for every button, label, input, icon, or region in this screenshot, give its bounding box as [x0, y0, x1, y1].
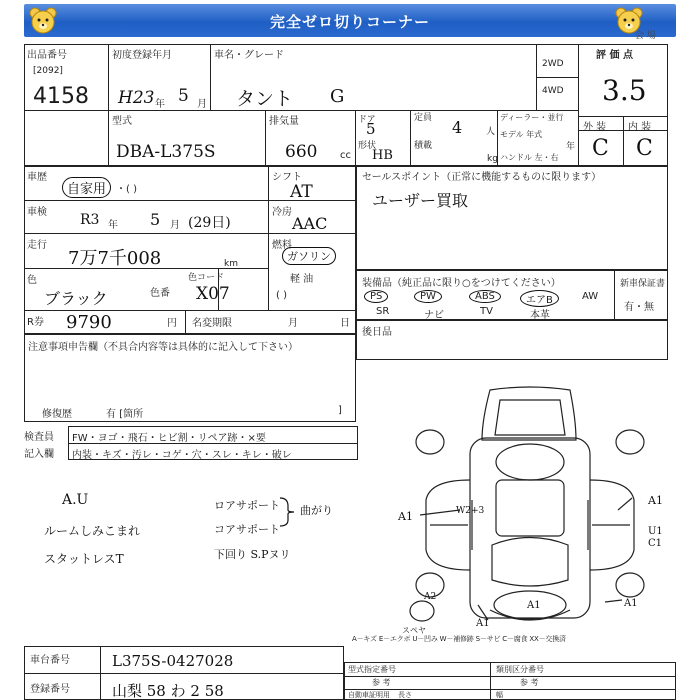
score-label: 評 価 点 [596, 50, 633, 61]
inspection-month: 5 [150, 210, 161, 229]
capacity-unit: 人 [486, 127, 496, 137]
damage-mark-w2: W2+3 [456, 506, 485, 516]
aircon-value: AAC [292, 214, 328, 233]
exterior-label: 外 装 [583, 122, 607, 133]
repair-history-close: ] [338, 405, 342, 416]
fuel-circled: ガソリン [282, 247, 336, 265]
door-label: ドア [358, 115, 376, 125]
drive-2wd: 2WD [542, 59, 564, 69]
equipment-airbag: エアB [520, 290, 559, 307]
equipment-pw: PW [414, 290, 442, 303]
damage-mark-u1: U1 [648, 526, 663, 537]
aircon-label: 冷房 [272, 207, 292, 218]
year-unit: 年 [155, 99, 165, 110]
load-unit: kg [487, 154, 498, 164]
model-value: DBA-L375S [116, 142, 216, 162]
damage-mark-a1-corner: A1 [624, 598, 638, 609]
registration-month: 5 [178, 86, 189, 106]
interior-label: 内 装 [628, 122, 652, 133]
reference-label-1: 参 考 [372, 678, 391, 687]
equipment-leather: 本革 [530, 310, 550, 321]
history-label: 車歴 [27, 172, 47, 183]
first-registration-label: 初度登録年月 [112, 50, 172, 61]
length-label: 長さ [398, 691, 412, 699]
inspection-label: 車検 [27, 207, 47, 218]
equipment-aw: AW [582, 291, 599, 302]
mileage-unit: km [224, 259, 238, 269]
damage-mark-a2: A2 [424, 592, 437, 602]
name-change-label: 名変期限 [192, 318, 232, 329]
spare-tire-label: スペヤ [402, 626, 426, 635]
history-other: ・( ) [116, 184, 137, 195]
capacity-label: 定員 [414, 113, 433, 123]
notes-label: 注意事項申告欄（不具合内容等は具体的に記入して下さい） [28, 342, 298, 353]
equipment-tv: TV [480, 306, 493, 317]
fuel-paren: ( ) [276, 290, 287, 301]
note-right-3: コアサポート [214, 523, 280, 536]
door-value: 5 [366, 120, 376, 138]
shift-value: AT [290, 182, 313, 202]
inspector-row-2: 内装・キズ・汚レ・コゲ・穴・スレ・キレ・破レ [72, 450, 292, 461]
damage-mark-a1-rear: A1 [527, 600, 541, 611]
inspector-row-1: FW・ヨゴ・飛石・ヒビ割・リペア跡・×要 [72, 433, 266, 444]
shape-value: HB [372, 148, 393, 163]
warranty-value: 有・無 [624, 302, 654, 313]
reference-label-2: 参 考 [520, 678, 539, 687]
brace-mark-icon [278, 494, 298, 530]
model-year-label: モデル 年式 [500, 130, 543, 139]
damage-mark-c1: C1 [648, 538, 663, 549]
damage-mark-a1-bottom: A1 [476, 618, 490, 629]
car-name-label: 車名・グレード [214, 50, 284, 61]
repair-history-value: 有 [箇所 [106, 409, 144, 420]
after-items-block [356, 320, 668, 360]
load-label: 積載 [414, 141, 433, 151]
note-right-4: 下回り S.Pヌリ [214, 548, 291, 561]
certificate-label: 自動車証明用 [348, 691, 390, 699]
note-left-1: A.U [62, 492, 89, 508]
warranty-label: 新車保証書 [620, 279, 666, 289]
plate-value: 山梨 58 わ 2 58 [112, 682, 224, 700]
color-value: ブラック [44, 289, 108, 308]
equipment-abs: ABS [469, 290, 501, 303]
equipment-ps: PS [364, 290, 388, 303]
chassis-label: 車台番号 [30, 655, 70, 666]
note-left-2: ルームしみこまれ [44, 524, 141, 538]
fuel-label: 燃料 [272, 240, 292, 251]
class-number-label: 類別区分番号 [496, 665, 544, 674]
note-right-1: ロアサポート [214, 499, 280, 512]
month-unit: 月 [197, 99, 207, 110]
inspection-month-unit: 月 [170, 220, 180, 231]
car-damage-diagram [400, 380, 690, 635]
car-name: タント [236, 88, 294, 110]
equipment-sr: SR [376, 306, 390, 317]
equipment-navi: ナビ [424, 310, 444, 321]
exterior-score: C [592, 136, 609, 161]
header-banner [24, 4, 676, 37]
header-title: 完全ゼロ切りコーナー [269, 13, 430, 31]
recycle-unit: 円 [167, 318, 177, 329]
lot-code: [2092] [33, 66, 63, 76]
displacement-value: 660 [285, 142, 318, 162]
cc-unit: cc [340, 150, 351, 161]
lot-number: 4158 [33, 84, 89, 109]
sales-point-label: セールスポイント（正常に機能するものに限ります） [362, 172, 602, 183]
inspection-era: R3 [80, 212, 100, 228]
inspector-label: 検査員 [24, 432, 54, 443]
note-left-3: スタットレスT [44, 552, 124, 566]
chassis-value: L375S-0427028 [112, 652, 234, 670]
name-change-month: 月 [288, 318, 298, 329]
score-value: 3.5 [602, 74, 647, 107]
color-code-label: 色コード [188, 273, 225, 283]
entry-label: 記入欄 [24, 449, 54, 460]
shift-label: シフト [272, 172, 302, 183]
model-label: 型式 [112, 116, 132, 127]
damage-mark-a1-right: A1 [648, 494, 663, 507]
mascot-bear-icon [28, 6, 58, 36]
displacement-label: 排気量 [269, 116, 299, 127]
recycle-label: R券 [27, 317, 44, 328]
color-code-value: X07 [196, 284, 230, 304]
inspection-year-unit: 年 [108, 220, 118, 231]
after-items-label: 後日品 [362, 327, 392, 338]
drive-4wd: 4WD [542, 86, 564, 96]
inspection-day: (29日) [188, 215, 231, 231]
color-number-label: 色番 [150, 288, 170, 299]
equipment-label: 装備品（純正品に限り○をつけてください） [362, 278, 561, 289]
fuel-other: 軽 油 [290, 274, 314, 285]
mileage-label: 走行 [27, 240, 47, 251]
model-year-unit: 年 [566, 142, 576, 152]
shape-label: 形状 [358, 141, 377, 151]
car-grade: G [330, 86, 345, 107]
registration-year: H23 [118, 88, 155, 108]
color-label: 色 [27, 275, 37, 286]
sales-point-value: ユーザー買取 [372, 191, 469, 210]
venue-stamp: 会 場 [635, 31, 656, 41]
damage-mark-a1-left: A1 [398, 510, 413, 523]
width-label: 幅 [496, 691, 503, 699]
note-right-2: 曲がり [300, 504, 333, 517]
interior-score: C [636, 136, 653, 161]
mileage-value: 7万7千008 [68, 248, 162, 269]
capacity-value: 4 [452, 118, 463, 137]
dealer-label: ディーラー・並行 [500, 113, 564, 122]
recycle-value: 9790 [66, 312, 112, 333]
damage-legend: A－キズ E－エクボ U－凹み W－補修跡 S－サビ C－腐食 XX－交換済 [352, 635, 566, 643]
plate-label: 登録番号 [30, 684, 70, 695]
repair-history-label: 修復歴 [42, 409, 72, 420]
handle-label: ハンドル 左・右 [500, 153, 559, 162]
lot-number-label: 出品番号 [27, 50, 67, 61]
name-change-day: 日 [340, 318, 350, 329]
approval-number-label: 型式指定番号 [348, 665, 396, 674]
history-value: 自家用 [62, 177, 111, 198]
